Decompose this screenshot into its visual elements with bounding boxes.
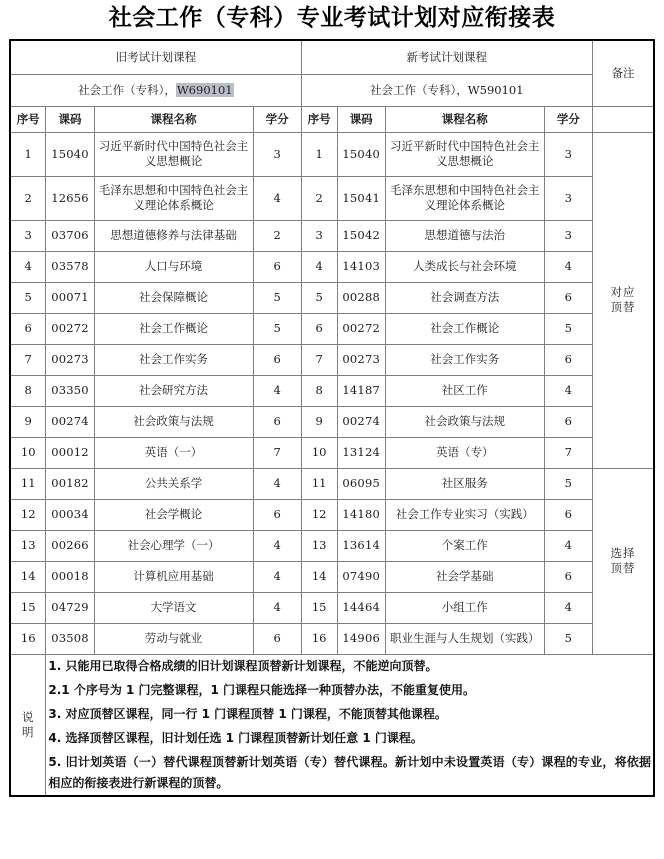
new-code: 00272 [337, 313, 385, 344]
old-course-name: 计算机应用基础 [94, 561, 253, 592]
note-item: 2.1 个序号为 1 门完整课程，1 门课程只能选择一种顶替办法，不能重复使用。 [48, 682, 476, 697]
new-credit: 6 [544, 499, 592, 530]
note-item: 4. 选择顶替区课程，旧计划任选 1 门课程顶替新计划任意 1 门课程。 [48, 730, 423, 745]
old-major-label: 社会工作（专科）， [78, 82, 176, 97]
new-code: 15041 [337, 176, 385, 220]
table-row [10, 251, 654, 282]
new-seq: 5 [301, 282, 337, 313]
old-course-name: 社会学概论 [94, 499, 253, 530]
new-credit: 3 [544, 176, 592, 220]
old-seq: 14 [10, 561, 46, 592]
section-remark [592, 132, 654, 468]
old-course-name: 习近平新时代中国特色社会主义思想概论 [94, 132, 253, 176]
notes-label-line2: 明 [21, 724, 35, 739]
col-old-code: 课码 [46, 106, 94, 132]
old-seq: 4 [10, 251, 46, 282]
old-credit: 6 [253, 623, 301, 654]
section-remark-line1: 对应 [610, 285, 636, 299]
table-row [10, 282, 654, 313]
old-seq: 10 [10, 437, 46, 468]
col-old-credit: 学分 [253, 106, 301, 132]
old-credit: 4 [253, 561, 301, 592]
new-credit: 5 [544, 468, 592, 499]
new-seq: 7 [301, 344, 337, 375]
table-row [10, 468, 654, 499]
new-credit: 6 [544, 344, 592, 375]
col-old-course: 课程名称 [94, 106, 253, 132]
new-seq: 14 [301, 561, 337, 592]
new-code: 06095 [337, 468, 385, 499]
old-seq: 16 [10, 623, 46, 654]
new-course-name: 小组工作 [385, 592, 544, 623]
old-credit: 6 [253, 251, 301, 282]
table-row [10, 344, 654, 375]
new-code: 15040 [337, 132, 385, 176]
old-code: 12656 [46, 176, 94, 220]
col-new-credit: 学分 [544, 106, 592, 132]
old-course-name: 大学语文 [94, 592, 253, 623]
section-remark-line2: 顶替 [610, 561, 636, 575]
new-credit: 3 [544, 132, 592, 176]
section-remark [592, 468, 654, 654]
new-course-name: 社会工作概论 [385, 313, 544, 344]
old-seq: 3 [10, 220, 46, 251]
new-seq: 8 [301, 375, 337, 406]
new-credit: 6 [544, 282, 592, 313]
new-course-name: 毛泽东思想和中国特色社会主义理论体系概论 [385, 176, 544, 220]
section-remark-line2: 顶替 [610, 300, 636, 314]
new-code: 14464 [337, 592, 385, 623]
new-seq: 11 [301, 468, 337, 499]
old-credit: 4 [253, 375, 301, 406]
new-code: 13614 [337, 530, 385, 561]
new-seq: 9 [301, 406, 337, 437]
col-old-seq: 序号 [10, 106, 46, 132]
new-code: 00273 [337, 344, 385, 375]
old-credit: 4 [253, 176, 301, 220]
old-course-name: 社会心理学（一） [94, 530, 253, 561]
old-credit: 7 [253, 437, 301, 468]
new-seq: 2 [301, 176, 337, 220]
new-seq: 15 [301, 592, 337, 623]
table-row [10, 375, 654, 406]
old-credit: 6 [253, 406, 301, 437]
course-mapping-table [9, 39, 655, 797]
old-plan-header: 旧考试计划课程 [10, 40, 301, 74]
new-code: 00274 [337, 406, 385, 437]
old-code: 03706 [46, 220, 94, 251]
old-code: 00266 [46, 530, 94, 561]
table-row [10, 623, 654, 654]
old-code: 15040 [46, 132, 94, 176]
old-code: 00274 [46, 406, 94, 437]
old-seq: 1 [10, 132, 46, 176]
new-credit: 6 [544, 561, 592, 592]
header-major-row [10, 74, 654, 106]
old-code: 04729 [46, 592, 94, 623]
note-item: 5. 旧计划英语（一）替代课程顶替新计划英语（专）替代课程。新计划中未设置英语（专）课程的专业，将依据相应的衔接表进行新课程的顶替。 [48, 754, 651, 790]
new-seq: 1 [301, 132, 337, 176]
old-course-name: 人口与环境 [94, 251, 253, 282]
new-seq: 10 [301, 437, 337, 468]
old-course-name: 思想道德修养与法律基础 [94, 220, 253, 251]
old-seq: 11 [10, 468, 46, 499]
notes-row [10, 654, 654, 796]
old-seq: 7 [10, 344, 46, 375]
new-code: 07490 [337, 561, 385, 592]
col-new-code: 课码 [337, 106, 385, 132]
old-code: 00018 [46, 561, 94, 592]
old-course-name: 社会保障概论 [94, 282, 253, 313]
old-code: 03350 [46, 375, 94, 406]
new-code: 15042 [337, 220, 385, 251]
old-seq: 8 [10, 375, 46, 406]
new-course-name: 习近平新时代中国特色社会主义思想概论 [385, 132, 544, 176]
old-credit: 4 [253, 592, 301, 623]
notes-label [10, 654, 46, 796]
table-row [10, 406, 654, 437]
old-credit: 4 [253, 468, 301, 499]
old-course-name: 社会工作概论 [94, 313, 253, 344]
new-code: 14906 [337, 623, 385, 654]
notes-label-line1: 说 [21, 709, 35, 724]
new-plan-header: 新考试计划课程 [301, 40, 592, 74]
new-course-name: 社会工作专业实习（实践） [385, 499, 544, 530]
table-row [10, 592, 654, 623]
new-course-name: 个案工作 [385, 530, 544, 561]
col-new-course: 课程名称 [385, 106, 544, 132]
old-code: 00034 [46, 499, 94, 530]
new-course-name: 职业生涯与人生规划（实践） [385, 623, 544, 654]
old-code: 00272 [46, 313, 94, 344]
new-code: 13124 [337, 437, 385, 468]
new-course-name: 思想道德与法治 [385, 220, 544, 251]
old-course-name: 社会政策与法规 [94, 406, 253, 437]
new-seq: 4 [301, 251, 337, 282]
old-seq: 5 [10, 282, 46, 313]
old-code: 00012 [46, 437, 94, 468]
table-row [10, 220, 654, 251]
table-row [10, 313, 654, 344]
old-seq: 15 [10, 592, 46, 623]
old-course-name: 社会研究方法 [94, 375, 253, 406]
new-major-cell: 社会工作（专科），W590101 [301, 74, 592, 106]
old-seq: 9 [10, 406, 46, 437]
section-remark-line1: 选择 [610, 546, 636, 560]
new-course-name: 社区工作 [385, 375, 544, 406]
col-remark-blank [592, 106, 654, 132]
old-course-name: 毛泽东思想和中国特色社会主义理论体系概论 [94, 176, 253, 220]
new-course-name: 社会工作实务 [385, 344, 544, 375]
note-item: 1. 只能用已取得合格成绩的旧计划课程顶替新计划课程，不能逆向顶替。 [48, 658, 438, 673]
new-credit: 4 [544, 530, 592, 561]
new-course-name: 社区服务 [385, 468, 544, 499]
note-item: 3. 对应顶替区课程，同一行 1 门课程顶替 1 门课程，不能顶替其他课程。 [48, 706, 447, 721]
new-credit: 7 [544, 437, 592, 468]
old-credit: 2 [253, 220, 301, 251]
new-course-name: 英语（专） [385, 437, 544, 468]
new-credit: 4 [544, 375, 592, 406]
new-seq: 3 [301, 220, 337, 251]
new-course-name: 社会政策与法规 [385, 406, 544, 437]
old-code: 00071 [46, 282, 94, 313]
new-credit: 4 [544, 592, 592, 623]
table-row [10, 132, 654, 176]
table-row [10, 176, 654, 220]
new-credit: 6 [544, 406, 592, 437]
new-code: 14103 [337, 251, 385, 282]
old-credit: 5 [253, 282, 301, 313]
new-course-name: 人类成长与社会环境 [385, 251, 544, 282]
old-seq: 2 [10, 176, 46, 220]
old-code: 03578 [46, 251, 94, 282]
new-code: 14180 [337, 499, 385, 530]
old-seq: 6 [10, 313, 46, 344]
new-credit: 3 [544, 220, 592, 251]
page-title: 社会工作（专科）专业考试计划对应衔接表 [108, 4, 556, 31]
old-seq: 13 [10, 530, 46, 561]
new-credit: 5 [544, 623, 592, 654]
old-credit: 4 [253, 530, 301, 561]
old-major-code[interactable]: W690101 [176, 82, 233, 97]
new-code: 14187 [337, 375, 385, 406]
table-row [10, 499, 654, 530]
new-credit: 4 [544, 251, 592, 282]
notes-body [46, 654, 654, 796]
table-row [10, 530, 654, 561]
new-code: 00288 [337, 282, 385, 313]
header-plan-row [10, 40, 654, 74]
old-course-name: 英语（一） [94, 437, 253, 468]
new-credit: 5 [544, 313, 592, 344]
new-seq: 16 [301, 623, 337, 654]
old-course-name: 劳动与就业 [94, 623, 253, 654]
old-course-name: 社会工作实务 [94, 344, 253, 375]
table-row [10, 437, 654, 468]
new-seq: 12 [301, 499, 337, 530]
col-new-seq: 序号 [301, 106, 337, 132]
old-course-name: 公共关系学 [94, 468, 253, 499]
old-code: 00273 [46, 344, 94, 375]
old-credit: 6 [253, 499, 301, 530]
old-major-cell [10, 74, 301, 106]
column-header-row [10, 106, 654, 132]
new-seq: 13 [301, 530, 337, 561]
old-credit: 3 [253, 132, 301, 176]
new-seq: 6 [301, 313, 337, 344]
table-row [10, 561, 654, 592]
new-course-name: 社会学基础 [385, 561, 544, 592]
old-seq: 12 [10, 499, 46, 530]
old-code: 03508 [46, 623, 94, 654]
new-course-name: 社会调查方法 [385, 282, 544, 313]
old-credit: 5 [253, 313, 301, 344]
old-credit: 6 [253, 344, 301, 375]
old-code: 00182 [46, 468, 94, 499]
remark-header: 备注 [592, 40, 654, 106]
